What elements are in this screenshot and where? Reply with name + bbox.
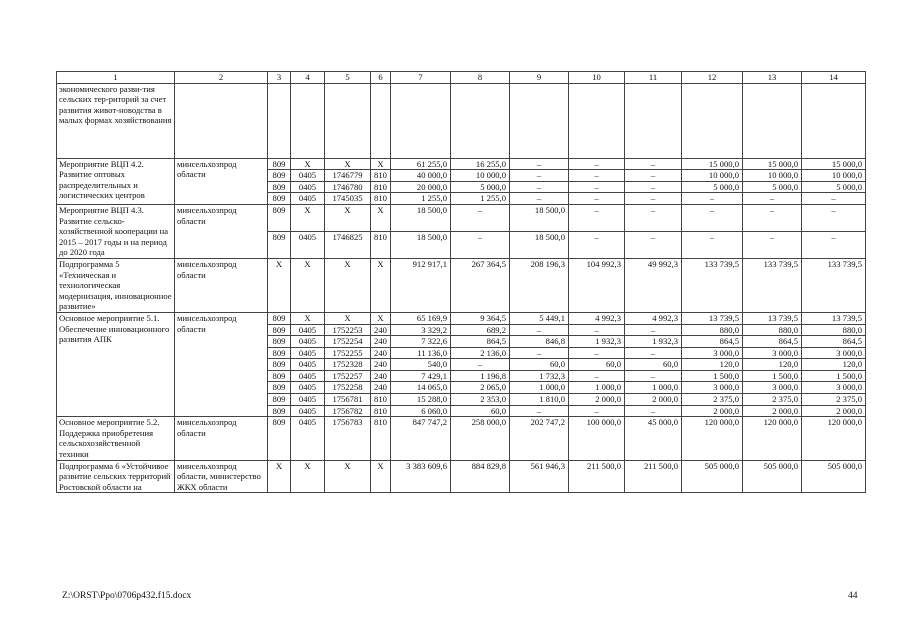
value-cell: 3 000,0 [743,347,802,359]
value-cell: 120,0 [743,359,802,371]
footer-file-path: Z:\ORST\Ppo\0706p432.f15.docx [62,591,192,601]
value-cell: 864,5 [743,336,802,348]
value-cell: X [291,460,325,493]
value-cell: 13 739,5 [802,312,866,324]
value-cell: 267 364,5 [451,258,510,312]
value-cell: 809 [268,170,291,182]
value-cell: – [510,405,569,417]
value-cell: 3 000,0 [682,382,743,394]
table-row [57,83,866,158]
value-cell: 2 000,0 [682,405,743,417]
value-cell: 0405 [291,193,325,205]
value-cell: – [569,170,625,182]
value-cell: – [682,204,743,231]
value-cell: X [371,312,391,324]
value-cell: 880,0 [802,324,866,336]
value-cell: 2 000,0 [802,405,866,417]
value-cell: X [325,460,371,493]
value-cell: 2 065,0 [451,382,510,394]
value-cell: 810 [371,231,391,258]
column-header: 8 [451,72,510,84]
header-row [57,72,866,84]
executor-cell [175,83,268,158]
value-cell: 809 [268,204,291,231]
value-cell: 13 739,5 [682,312,743,324]
table-row [57,417,866,460]
value-cell: 1 500,0 [802,370,866,382]
value-cell: 18 500,0 [510,204,569,231]
value-cell: 240 [371,370,391,382]
value-cell: 505 000,0 [802,460,866,493]
value-cell: X [371,258,391,312]
value-cell: 10 000,0 [451,170,510,182]
value-cell: 3 000,0 [802,382,866,394]
value-cell: 0405 [291,359,325,371]
value-cell: X [291,312,325,324]
value-cell [391,83,451,158]
value-cell: 810 [371,394,391,406]
column-header: 7 [391,72,451,84]
value-cell: 120,0 [682,359,743,371]
value-cell: 7 322,6 [391,336,451,348]
value-cell: 16 255,0 [451,158,510,170]
value-cell: 258 000,0 [451,417,510,460]
column-header: 11 [625,72,682,84]
value-cell [802,83,866,158]
executor-cell: минсельхозпрод области [175,417,268,460]
value-cell: 864,5 [682,336,743,348]
column-header: 10 [569,72,625,84]
value-cell: – [451,231,510,258]
value-cell: X [325,204,371,231]
value-cell: – [802,193,866,205]
value-cell: 6 060,0 [391,405,451,417]
value-cell: 60,0 [569,359,625,371]
value-cell: 810 [371,170,391,182]
value-cell: 4 992,3 [569,312,625,324]
value-cell: 3 383 609,6 [391,460,451,493]
value-cell: 120 000,0 [743,417,802,460]
column-header: 1 [57,72,175,84]
value-cell: 60,0 [510,359,569,371]
value-cell: 810 [371,193,391,205]
value-cell: 2 136,0 [451,347,510,359]
value-cell: – [569,158,625,170]
value-cell: 505 000,0 [682,460,743,493]
value-cell [625,83,682,158]
value-cell: 202 747,2 [510,417,569,460]
value-cell: 4 992,3 [625,312,682,324]
value-cell: 240 [371,382,391,394]
value-cell: 5 000,0 [743,181,802,193]
value-cell: X [371,460,391,493]
value-cell: 1 500,0 [743,370,802,382]
value-cell: 1756781 [325,394,371,406]
value-cell: – [625,204,682,231]
value-cell [371,83,391,158]
value-cell: 810 [371,405,391,417]
value-cell: 2 375,0 [802,394,866,406]
value-cell: – [510,347,569,359]
value-cell: 1 255,0 [451,193,510,205]
value-cell: 45 000,0 [625,417,682,460]
value-cell: 211 500,0 [625,460,682,493]
value-cell: 810 [371,417,391,460]
value-cell: 1 810,0 [510,394,569,406]
measure-name-cell: Мероприятие ВЦП 4.2. Развитие оптовых распределительных и логистических центров [57,158,175,204]
value-cell: 809 [268,394,291,406]
column-header: 2 [175,72,268,84]
value-cell: – [625,158,682,170]
table-row [57,158,866,170]
value-cell [451,83,510,158]
executor-cell: минсельхозпрод области [175,158,268,204]
value-cell: 2 000,0 [625,394,682,406]
value-cell: 1 932,3 [569,336,625,348]
measure-name-cell: Мероприятие ВЦП 4.3. Развитие сельско-хозяйственной кооперации на 2015 – 2017 годы и на период до 2020 года [57,204,175,258]
value-cell: 1746780 [325,181,371,193]
value-cell: 11 136,0 [391,347,451,359]
value-cell: – [802,231,866,258]
value-cell: – [625,370,682,382]
value-cell: 10 000,0 [743,170,802,182]
value-cell: 0405 [291,170,325,182]
value-cell: 18 500,0 [391,204,451,231]
value-cell: – [451,204,510,231]
value-cell: 1752254 [325,336,371,348]
value-cell: 1 000,0 [510,382,569,394]
value-cell: 65 169,9 [391,312,451,324]
value-cell: 1746825 [325,231,371,258]
value-cell: 846,8 [510,336,569,348]
value-cell: 0405 [291,347,325,359]
measure-name-cell: Основное мероприятие 5.1. Обеспечение инновационного развития АПК [57,312,175,416]
value-cell [682,83,743,158]
value-cell: – [510,181,569,193]
value-cell: 1 255,0 [391,193,451,205]
value-cell: 133 739,5 [743,258,802,312]
value-cell: 10 000,0 [682,170,743,182]
value-cell: 104 992,3 [569,258,625,312]
value-cell: 18 500,0 [391,231,451,258]
value-cell: – [625,231,682,258]
column-header: 12 [682,72,743,84]
executor-cell: минсельхозпрод области [175,204,268,258]
value-cell: 100 000,0 [569,417,625,460]
value-cell: 540,0 [391,359,451,371]
value-cell: 847 747,2 [391,417,451,460]
value-cell: – [510,193,569,205]
column-header: 9 [510,72,569,84]
value-cell: 1752328 [325,359,371,371]
value-cell: 208 196,3 [510,258,569,312]
value-cell: – [625,347,682,359]
value-cell: 18 500,0 [510,231,569,258]
value-cell: 1752253 [325,324,371,336]
value-cell: X [268,460,291,493]
value-cell: 1 732,3 [510,370,569,382]
value-cell: 810 [371,181,391,193]
value-cell: 0405 [291,382,325,394]
budget-table [56,71,866,493]
value-cell: 809 [268,231,291,258]
column-header: 4 [291,72,325,84]
value-cell: 133 739,5 [802,258,866,312]
value-cell: 3 000,0 [682,347,743,359]
value-cell: – [451,359,510,371]
value-cell: 1 000,0 [569,382,625,394]
value-cell: 120 000,0 [802,417,866,460]
value-cell: – [569,181,625,193]
value-cell: 2 353,0 [451,394,510,406]
value-cell: 60,0 [625,359,682,371]
value-cell: 49 992,3 [625,258,682,312]
value-cell: 15 000,0 [682,158,743,170]
column-header: 3 [268,72,291,84]
value-cell: – [743,231,802,258]
value-cell: 2 375,0 [743,394,802,406]
value-cell: 40 000,0 [391,170,451,182]
value-cell: – [625,193,682,205]
value-cell: 809 [268,347,291,359]
value-cell: 240 [371,347,391,359]
value-cell: 211 500,0 [569,460,625,493]
value-cell: 864,5 [451,336,510,348]
value-cell: 3 000,0 [743,382,802,394]
value-cell: – [743,204,802,231]
value-cell: 3 329,2 [391,324,451,336]
value-cell: 809 [268,382,291,394]
value-cell: 5 000,0 [802,181,866,193]
value-cell: X [291,258,325,312]
column-header: 13 [743,72,802,84]
value-cell: 2 000,0 [569,394,625,406]
value-cell: – [569,324,625,336]
column-header: 6 [371,72,391,84]
measure-name-cell: Подпрограмма 6 «Устойчивое развитие сельских территорий Ростовской области на [57,460,175,493]
value-cell: 561 946,3 [510,460,569,493]
value-cell [268,83,291,158]
value-cell: 0405 [291,336,325,348]
column-header: 5 [325,72,371,84]
value-cell: – [510,170,569,182]
value-cell: 1745035 [325,193,371,205]
value-cell [569,83,625,158]
value-cell: 0405 [291,324,325,336]
value-cell: 880,0 [682,324,743,336]
value-cell: X [291,158,325,170]
measure-name-cell: Основное мероприятие 5.2. Поддержка приобретения сельскохозяйственной техники [57,417,175,460]
value-cell: 809 [268,405,291,417]
value-cell: 7 429,1 [391,370,451,382]
value-cell [291,83,325,158]
value-cell: – [569,204,625,231]
value-cell: 1752258 [325,382,371,394]
value-cell: 1746779 [325,170,371,182]
measure-name-cell: Подпрограмма 5 «Техническая и технологическая модернизация, инновационное развитие» [57,258,175,312]
value-cell: 505 000,0 [743,460,802,493]
value-cell: – [569,405,625,417]
value-cell: 10 000,0 [802,170,866,182]
table-row [57,258,866,312]
measure-name-cell: экономического разви-тия сельских тер-риторий за счет развития живот-новодства в малых формах хозяйствования [57,83,175,158]
value-cell: 14 065,0 [391,382,451,394]
value-cell: 240 [371,324,391,336]
value-cell: 1752257 [325,370,371,382]
value-cell: – [569,370,625,382]
value-cell: 0405 [291,370,325,382]
value-cell: 1756783 [325,417,371,460]
value-cell: 5 449,1 [510,312,569,324]
value-cell: 0405 [291,405,325,417]
value-cell: 1 000,0 [625,382,682,394]
value-cell: 1752255 [325,347,371,359]
value-cell: – [682,193,743,205]
value-cell: 60,0 [451,405,510,417]
value-cell: 9 364,5 [451,312,510,324]
value-cell: 809 [268,312,291,324]
value-cell: 1756782 [325,405,371,417]
value-cell: – [743,193,802,205]
value-cell: 809 [268,359,291,371]
value-cell: X [371,204,391,231]
value-cell [743,83,802,158]
value-cell: 3 000,0 [802,347,866,359]
value-cell: 133 739,5 [682,258,743,312]
value-cell: X [371,158,391,170]
value-cell: – [510,158,569,170]
value-cell: X [291,204,325,231]
value-cell: 809 [268,417,291,460]
value-cell: 240 [371,359,391,371]
value-cell: 5 000,0 [682,181,743,193]
value-cell: X [325,158,371,170]
value-cell: 809 [268,158,291,170]
value-cell: 240 [371,336,391,348]
value-cell: 120,0 [802,359,866,371]
value-cell: 0405 [291,417,325,460]
column-header: 14 [802,72,866,84]
value-cell: 1 932,3 [625,336,682,348]
value-cell: 809 [268,193,291,205]
value-cell: 809 [268,336,291,348]
executor-cell: минсельхозпрод области [175,312,268,416]
executor-cell: минсельхозпрод области, министерство ЖКХ области [175,460,268,493]
value-cell: 912 917,1 [391,258,451,312]
value-cell: X [268,258,291,312]
page-number: 44 [848,591,858,601]
value-cell: 809 [268,181,291,193]
value-cell: 15 000,0 [743,158,802,170]
value-cell: 880,0 [743,324,802,336]
value-cell: 2 375,0 [682,394,743,406]
value-cell: – [569,193,625,205]
value-cell [510,83,569,158]
value-cell: – [569,231,625,258]
value-cell: 5 000,0 [451,181,510,193]
value-cell: – [569,347,625,359]
table-row [57,204,866,231]
value-cell: – [625,181,682,193]
value-cell: X [325,312,371,324]
value-cell: 884 829,8 [451,460,510,493]
value-cell: 1 196,8 [451,370,510,382]
value-cell: 15 288,0 [391,394,451,406]
value-cell: X [325,258,371,312]
value-cell: 20 000,0 [391,181,451,193]
value-cell: – [625,170,682,182]
table-row [57,460,866,493]
value-cell: 689,2 [451,324,510,336]
value-cell: 864,5 [802,336,866,348]
value-cell: 13 739,5 [743,312,802,324]
value-cell: 0405 [291,231,325,258]
value-cell: 809 [268,370,291,382]
value-cell: 0405 [291,181,325,193]
value-cell: – [625,324,682,336]
value-cell: 809 [268,324,291,336]
value-cell: 61 255,0 [391,158,451,170]
table-row [57,312,866,324]
value-cell: – [802,204,866,231]
value-cell [325,83,371,158]
value-cell: 1 500,0 [682,370,743,382]
value-cell: – [625,405,682,417]
value-cell: 0405 [291,394,325,406]
value-cell: 120 000,0 [682,417,743,460]
value-cell: 15 000,0 [802,158,866,170]
value-cell: 2 000,0 [743,405,802,417]
executor-cell: минсельхозпрод области [175,258,268,312]
value-cell: – [510,324,569,336]
value-cell: – [682,231,743,258]
